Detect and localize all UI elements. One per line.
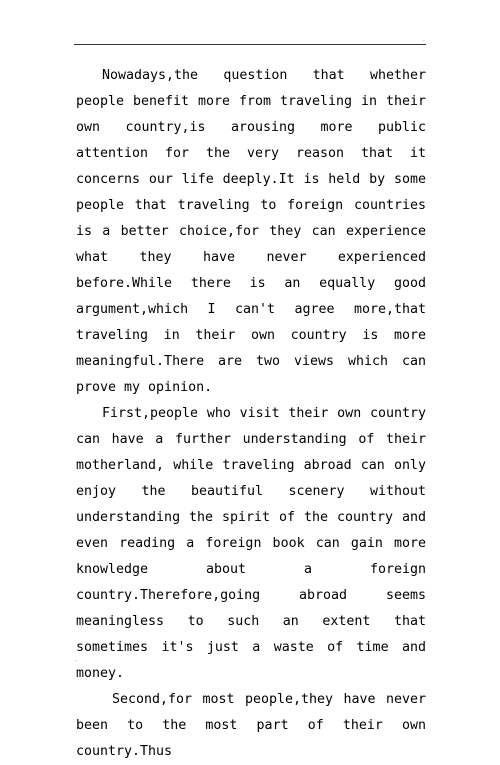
paragraph-second-point: Second,for most people,they have never been to the most part of their own country.Thus	[76, 692, 426, 759]
header-mark: .	[423, 36, 425, 43]
essay-body	[76, 63, 426, 765]
header-rule	[74, 44, 426, 45]
paragraph-first-point: First,people who visit their own country can have a further understanding of their motherland, while traveling abroad can only enjoy the beautiful scenery without understanding the spirit of the country and even reading a foreign book can gain more knowledge about a foreign country.Therefore,going abroad seems meaningless to such an extent that sometimes it's just a waste of time and money.	[76, 406, 426, 681]
paragraph-intro: Nowadays,the question that whether people benefit more from traveling in their own country,is arousing more public attention for the very reason that it concerns our life deeply.It is held by some people that traveling to foreign countries is a better choice,for they can experience what they have never experienced before.While there is an equally good argument,which I can't agree more,that traveling in their own country is more meaningful.There are two views which can prove my opinion.	[76, 68, 426, 395]
footer-mark: .	[75, 656, 77, 663]
